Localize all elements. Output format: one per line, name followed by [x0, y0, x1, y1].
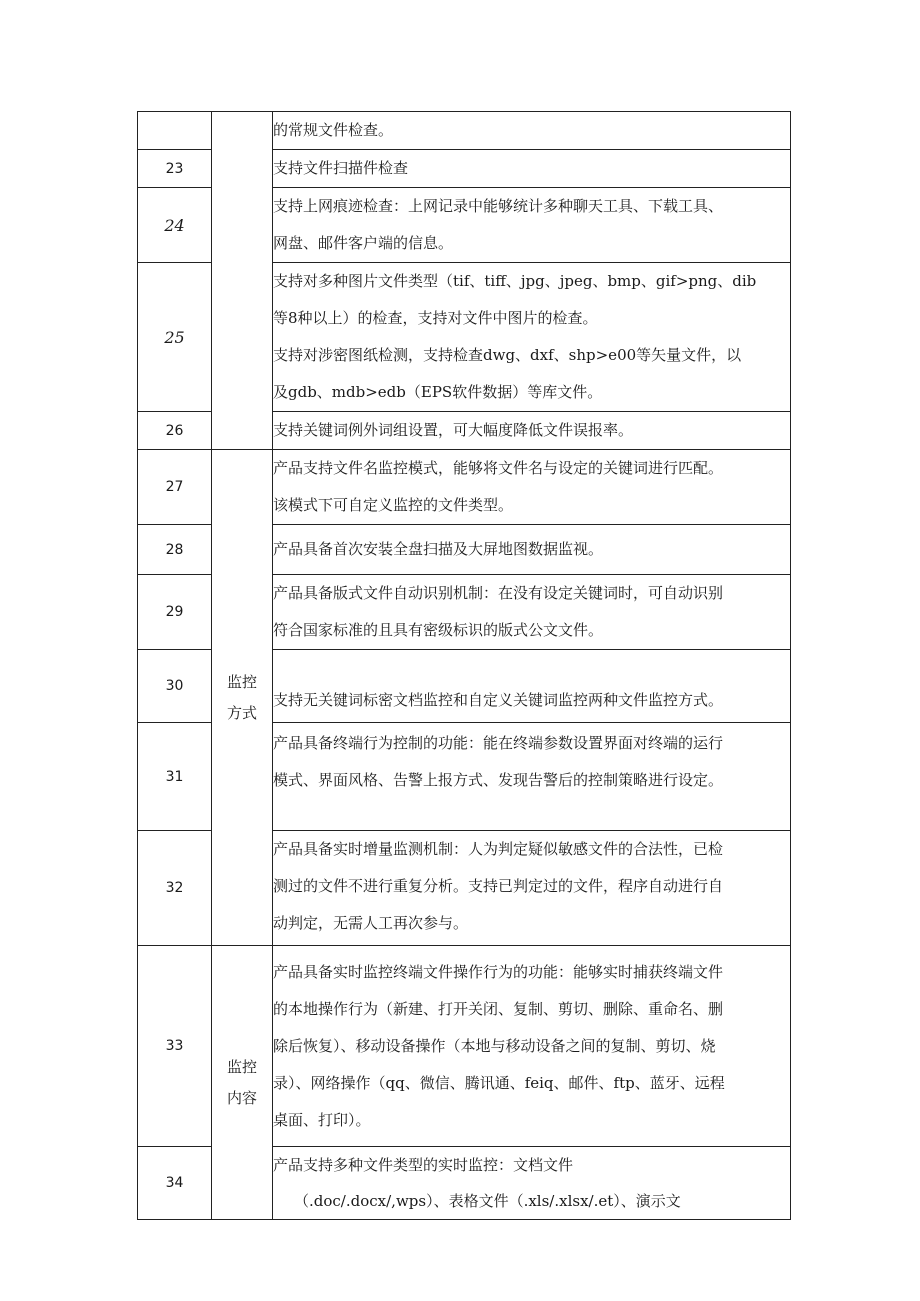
table-row [138, 112, 791, 150]
row-number: 25 [138, 263, 212, 412]
row-text: 产品支持多种文件类型的实时监控：文档文件 （.doc/.docx/,wps）、表格文件（.xls/.xlsx/.et）、演示文 [273, 1147, 791, 1220]
row-number: 23 [138, 150, 212, 188]
row-number: 32 [138, 831, 212, 946]
row-text: 的常规文件检查。 [273, 112, 791, 150]
row-number: 31 [138, 723, 212, 831]
category-monitor-mode: 监控 方式 [212, 450, 273, 946]
row-text: 产品具备终端行为控制的功能：能在终端参数设置界面对终端的运行 模式、界面风格、告警上报方式、发现告警后的控制策略进行设定。 [273, 723, 791, 831]
spec-table [137, 111, 791, 1220]
row-number: 26 [138, 412, 212, 450]
table-row [138, 946, 791, 1147]
row-number: 28 [138, 525, 212, 575]
row-number: 29 [138, 575, 212, 650]
row-number: 30 [138, 650, 212, 723]
row-text: 支持上网痕迹检查：上网记录中能够统计多种聊天工具、下载工具、 网盘、邮件客户端的信息。 [273, 188, 791, 263]
row-text: 产品支持文件名监控模式，能够将文件名与设定的关键词进行匹配。 该模式下可自定义监控的文件类型。 [273, 450, 791, 525]
row-text: 支持文件扫描件检查 [273, 150, 791, 188]
table-row [138, 450, 791, 525]
row-number: 34 [138, 1147, 212, 1220]
row-text: 产品具备实时监控终端文件操作行为的功能：能够实时捕获终端文件 的本地操作行为（新建、打开关闭、复制、剪切、删除、重命名、删 除后恢复）、移动设备操作（本地与移动设备之间的复制、剪切、烧 录）、网络操作（qq、微信、腾讯通、feiq、邮件、ftp、蓝牙、远程 桌面、打印）。 [273, 946, 791, 1147]
row-text: 产品具备版式文件自动识别机制：在没有设定关键词时，可自动识别 符合国家标准的且具有密级标识的版式公文文件。 [273, 575, 791, 650]
category-cell-empty [212, 112, 273, 450]
row-text: 支持无关键词标密文档监控和自定义关键词监控两种文件监控方式。 [273, 650, 791, 723]
row-number: 33 [138, 946, 212, 1147]
row-text: 支持关键词例外词组设置，可大幅度降低文件误报率。 [273, 412, 791, 450]
category-monitor-content: 监控 内容 [212, 946, 273, 1220]
row-text: 产品具备首次安装全盘扫描及大屏地图数据监视。 [273, 525, 791, 575]
row-text: 支持对多种图片文件类型（tif、tiff、jpg、jpeg、bmp、gif>png、dib 等8种以上）的检查，支持对文件中图片的检查。 支持对涉密图纸检测，支持检查dwg、dxf、shp>e00等矢量文件，以 及gdb、mdb>edb（EPS软件数据）等库文件。 [273, 263, 791, 412]
row-number [138, 112, 212, 150]
row-number: 27 [138, 450, 212, 525]
row-number: 24 [138, 188, 212, 263]
row-text: 产品具备实时增量监测机制：人为判定疑似敏感文件的合法性，已检 测过的文件不进行重复分析。支持已判定过的文件，程序自动进行自 动判定，无需人工再次参与。 [273, 831, 791, 946]
